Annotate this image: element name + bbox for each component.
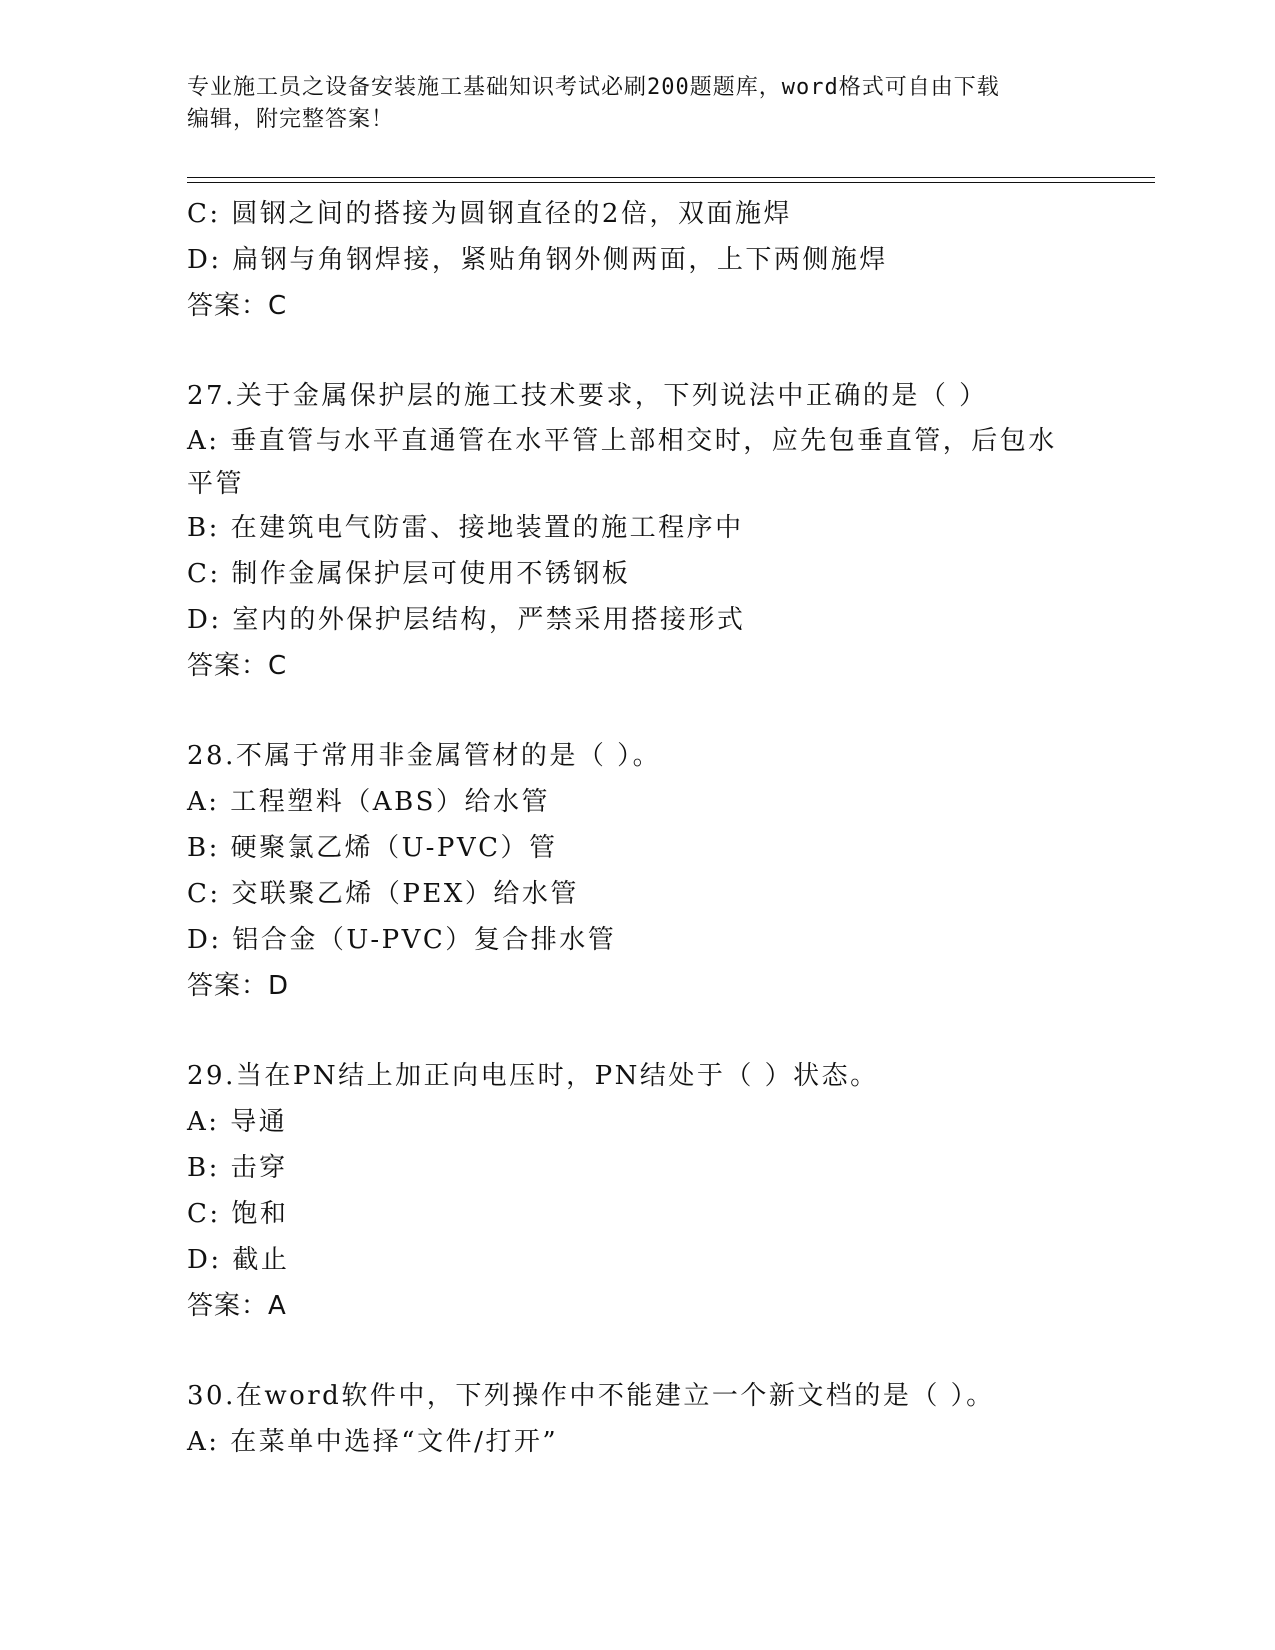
question-block-29	[187, 1053, 1087, 1329]
spacer	[187, 1009, 1087, 1053]
option-c: C: 圆钢之间的搭接为圆钢直径的2倍，双面施焊	[187, 199, 792, 229]
header-title-line-1: 专业施工员之设备安装施工基础知识考试必刷200题题库，word格式可自由下载	[187, 75, 1000, 100]
option-d: D: 室内的外保护层结构，严禁采用搭接形式	[187, 605, 746, 635]
option-c: C: 交联聚乙烯（PEX）给水管	[187, 879, 579, 909]
option-b: B: 在建筑电气防雷、接地装置的施工程序中	[187, 513, 744, 543]
spacer	[187, 1329, 1087, 1373]
question-list	[187, 191, 1087, 1465]
question-stem: 28.不属于常用非金属管材的是（ ）。	[187, 741, 662, 771]
document-header	[187, 72, 1087, 136]
question-block-27	[187, 373, 1087, 689]
question-block-26-continued	[187, 191, 1087, 329]
header-title-line-2: 编辑，附完整答案！	[187, 107, 395, 132]
option-c: C: 饱和	[187, 1199, 289, 1229]
question-stem: 27.关于金属保护层的施工技术要求，下列说法中正确的是（ ）	[187, 381, 988, 411]
spacer	[187, 689, 1087, 733]
option-b: B: 击穿	[187, 1153, 288, 1183]
question-block-30	[187, 1373, 1087, 1465]
answer-line: 答案：C	[187, 291, 288, 321]
option-a: A: 在菜单中选择“文件/打开”	[187, 1427, 559, 1457]
question-stem: 29.当在PN结上加正向电压时，PN结处于（ ）状态。	[187, 1061, 879, 1091]
option-a-continuation: 平管	[187, 469, 245, 499]
option-d: D: 扁钢与角钢焊接，紧贴角钢外侧两面，上下两侧施焊	[187, 245, 888, 275]
option-c: C: 制作金属保护层可使用不锈钢板	[187, 559, 631, 589]
option-a: A: 工程塑料（ABS）给水管	[187, 787, 550, 817]
answer-line: 答案：D	[187, 971, 290, 1001]
option-d: D: 铝合金（U-PVC）复合排水管	[187, 925, 617, 955]
option-a: A: 导通	[187, 1107, 288, 1137]
answer-line: 答案：C	[187, 651, 288, 681]
spacer	[187, 329, 1087, 373]
option-b: B: 硬聚氯乙烯（U-PVC）管	[187, 833, 558, 863]
answer-line: 答案：A	[187, 1291, 287, 1321]
option-d: D: 截止	[187, 1245, 290, 1275]
header-divider-bottom	[187, 182, 1155, 183]
question-block-28	[187, 733, 1087, 1009]
question-stem: 30.在word软件中，下列操作中不能建立一个新文档的是（ ）。	[187, 1381, 995, 1411]
option-a: A: 垂直管与水平直通管在水平管上部相交时，应先包垂直管，后包水	[187, 426, 1057, 456]
header-divider-top	[187, 177, 1155, 178]
